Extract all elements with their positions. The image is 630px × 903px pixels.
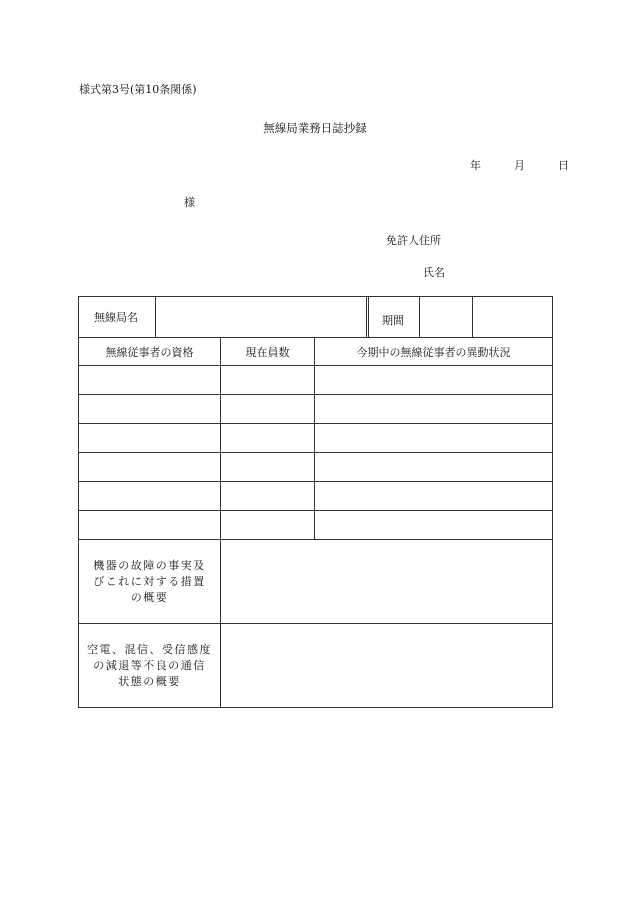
- reception-condition-label: 空電、混信、受信感度 の減退等不良の通信 状態の概要: [79, 624, 221, 708]
- table-row: [79, 366, 553, 395]
- count-cell[interactable]: [221, 511, 315, 540]
- document-title: 無線局業務日誌抄録: [263, 121, 367, 135]
- changes-cell[interactable]: [315, 395, 553, 424]
- qualification-cell[interactable]: [79, 511, 221, 540]
- date-month-label: 月: [514, 159, 525, 172]
- equipment-failure-field[interactable]: [221, 540, 553, 624]
- qualification-cell[interactable]: [79, 395, 221, 424]
- count-cell[interactable]: [221, 453, 315, 482]
- station-divider: [368, 296, 369, 337]
- changes-cell[interactable]: [315, 366, 553, 395]
- reception-condition-field[interactable]: [221, 624, 553, 708]
- addressee-suffix: 様: [184, 196, 195, 209]
- count-cell[interactable]: [221, 395, 315, 424]
- table-row: [79, 424, 553, 453]
- changes-cell[interactable]: [315, 424, 553, 453]
- table-row: [79, 453, 553, 482]
- changes-cell[interactable]: [315, 511, 553, 540]
- equipment-failure-label: 機器の故障の事実及 びこれに対する措置 の概要: [79, 540, 221, 624]
- table-row: [79, 511, 553, 540]
- column-header-qualification: 無線従事者の資格: [79, 338, 221, 366]
- column-header-current-count: 現在員数: [221, 338, 315, 366]
- column-header-changes: 今期中の無線従事者の異動状況: [315, 338, 553, 366]
- licensee-address-label: 免許人住所: [386, 234, 441, 247]
- table-row: [79, 482, 553, 511]
- qualification-cell[interactable]: [79, 482, 221, 511]
- licensee-name-label: 氏名: [423, 266, 445, 279]
- period-label: 期間: [382, 314, 404, 327]
- date-day-label: 日: [558, 159, 569, 172]
- date-line: [470, 157, 569, 173]
- count-cell[interactable]: [221, 366, 315, 395]
- qualification-cell[interactable]: [79, 366, 221, 395]
- station-name-field[interactable]: [156, 297, 367, 338]
- qualification-cell[interactable]: [79, 453, 221, 482]
- station-name-label: 無線局名: [79, 297, 156, 338]
- form-number: 様式第3号(第10条関係): [79, 83, 197, 96]
- station-log-table: [78, 296, 553, 708]
- count-cell[interactable]: [221, 482, 315, 511]
- count-cell[interactable]: [221, 424, 315, 453]
- period-divider: [419, 296, 420, 337]
- changes-cell[interactable]: [315, 453, 553, 482]
- table-row: [79, 395, 553, 424]
- changes-cell[interactable]: [315, 482, 553, 511]
- date-year-label: 年: [470, 159, 481, 172]
- qualification-cell[interactable]: [79, 424, 221, 453]
- period-field[interactable]: [473, 297, 553, 338]
